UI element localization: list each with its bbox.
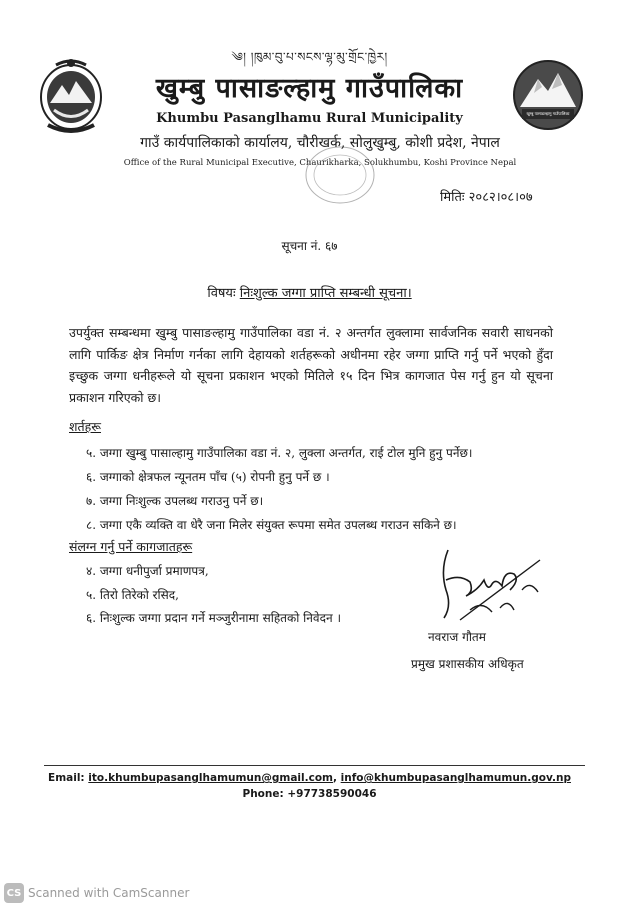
email-separator: , [333, 772, 337, 784]
condition-item: ५. जग्गा खुम्बु पासाल्हामु गाउँपालिका वडा नं. २, लुक्ला अन्तर्गत, राई टोल मुनि हुनु पर्नेछ। [86, 446, 473, 460]
tibetan-header-line: ༄། །ཁུམ་བུ་པ་སངས་ལྷ་མུ་གྲོང་ཁྱེར། [231, 50, 388, 64]
office-address-ne: गाउँ कार्यपालिकाको कार्यालय, चौरीखर्क, सोलुखुम्बु, कोशी प्रदेश, नेपाल [140, 135, 500, 151]
municipality-title-en: Khumbu Pasanglhamu Rural Municipality [156, 111, 463, 126]
footer-phone: Phone: +97738590046 [242, 788, 377, 800]
attachment-item: ५. तिरो तिरेको रसिद, [86, 588, 179, 602]
email-link-primary[interactable]: ito.khumbupasanglhamumun@gmail.com [88, 772, 333, 784]
conditions-heading: शर्तहरू [69, 419, 101, 434]
condition-item: ७. जग्गा निःशुल्क उपलब्ध गराउनु पर्ने छ। [86, 494, 264, 508]
subject-text: निःशुल्क जग्गा प्राप्ति सम्बन्धी सूचना। [239, 286, 412, 301]
signatory-name: नवराज गौतम [428, 630, 486, 644]
camscanner-watermark [4, 883, 189, 903]
notice-body: उपर्युक्त सम्बन्धमा खुम्बु पासाङल्हामु गाउँपालिका वडा नं. २ अन्तर्गत लुक्लामा सार्वजनिक सवारी साधनको लागि पार्किङ क्षेत्र निर्माण गर्नका लागि देहायको शर्तहरूको अधीनमा रहेर जग्गा प्राप्ति गर्नु पर्ने भएको हुँदा इच्छुक जग्गा धनीहरूले यो सूचना प्रकाशन भएको मितिले १५ दिन भित्र कागजात पेस गर्नु हुन यो सूचना प्रकाशन गरिएको छ। [69, 325, 553, 405]
email-link-info[interactable]: info@khumbupasanglhamumun.gov.np [340, 772, 571, 784]
subject-line [0, 283, 619, 301]
condition-item: ८. जग्गा एकै व्यक्ति वा धेरै जना मिलेर संयुक्त रूपमा समेत उपलब्ध गराउन सकिने छ। [86, 518, 457, 532]
email-label: Email: [48, 772, 85, 784]
attachment-item: ६. निःशुल्क जग्गा प्रदान गर्ने मञ्जुरीनामा सहितको निवेदन । [86, 611, 341, 625]
document-date: मितिः २०८२।०८।०७ [440, 190, 533, 205]
logo-right-text: खुम्बु पासाङल्हामु गाउँपालिका [526, 111, 570, 116]
municipality-title-ne: खुम्बु पासाङल्हामु गाउँपालिका [155, 73, 464, 104]
notice-number: सूचना नं. ६७ [281, 239, 338, 253]
subject-prefix: विषयः [207, 286, 236, 301]
office-address-en: Office of the Rural Municipal Executive, Chaurikharka, Solukhumbu, Koshi Province Nepal [123, 158, 517, 168]
attachment-item: ४. जग्गा धनीपुर्जा प्रमाणपत्र, [86, 564, 209, 578]
camscanner-text: Scanned with CamScanner [28, 886, 190, 900]
attachments-heading: संलग्न गर्नु पर्ने कागजातहरू [69, 539, 193, 554]
footer-email-line [0, 772, 619, 784]
office-stamp [300, 140, 380, 210]
condition-item: ६. जग्गाको क्षेत्रफल न्यूनतम पाँच (५) रोपनी हुनु पर्ने छ । [86, 470, 330, 484]
footer-divider [44, 765, 585, 766]
handwritten-signature [430, 540, 560, 630]
camscanner-icon: CS [4, 883, 24, 903]
signatory-title: प्रमुख प्रशासकीय अधिकृत [411, 657, 524, 671]
